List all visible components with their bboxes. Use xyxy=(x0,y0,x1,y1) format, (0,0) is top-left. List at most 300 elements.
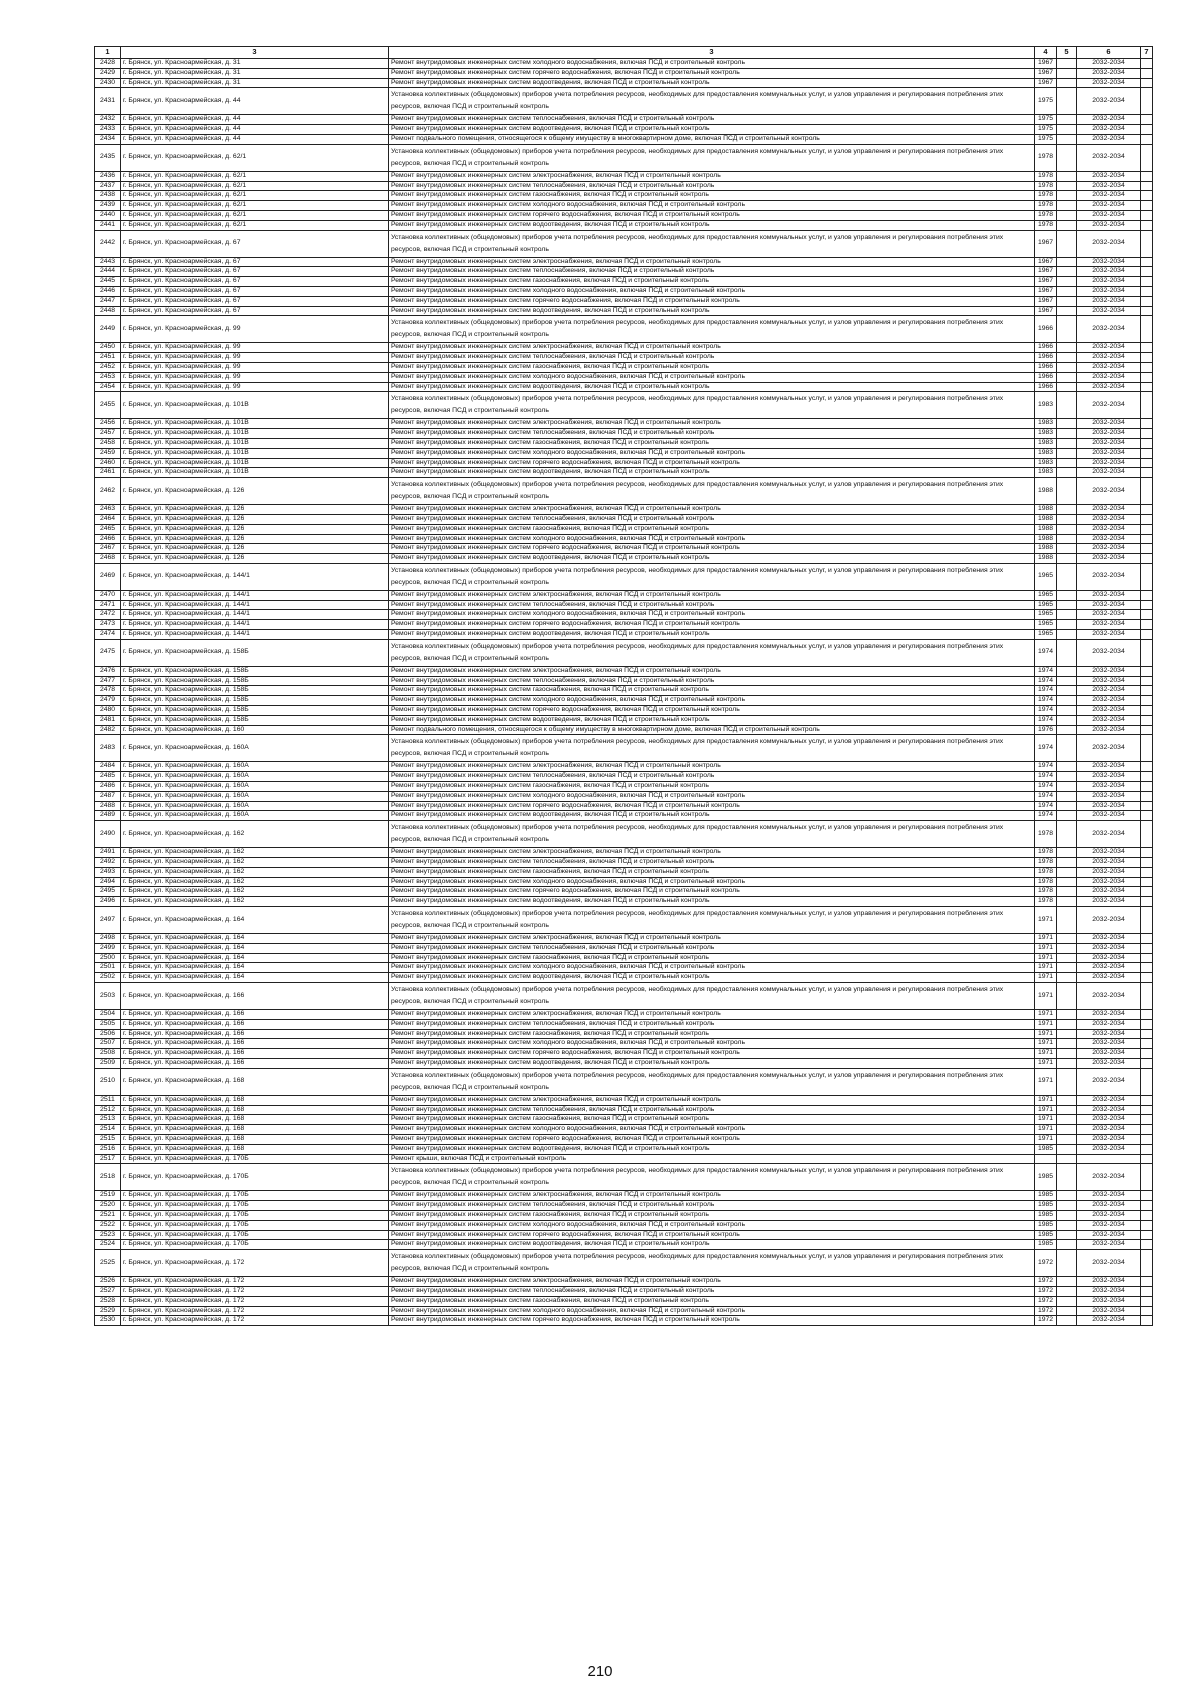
row-address: г. Брянск, ул. Красноармейская, д. 31 xyxy=(121,68,389,78)
row-year: 1983 xyxy=(1035,458,1057,468)
header-col-7: 7 xyxy=(1141,47,1153,59)
row-col-5 xyxy=(1057,897,1077,907)
row-year: 1983 xyxy=(1035,429,1057,439)
row-col-7 xyxy=(1141,134,1153,144)
row-address: г. Брянск, ул. Красноармейская, д. 101В xyxy=(121,429,389,439)
table-row xyxy=(95,1286,1153,1296)
row-work-description: Ремонт внутридомовых инженерных систем электроснабжения, включая ПСД и строительный контроль xyxy=(389,1191,1035,1201)
row-address: г. Брянск, ул. Красноармейская, д. 164 xyxy=(121,934,389,944)
row-col-7 xyxy=(1141,448,1153,458)
row-work-description: Ремонт внутридомовых инженерных систем водоотведения, включая ПСД и строительный контроль xyxy=(389,715,1035,725)
row-period: 2032-2034 xyxy=(1077,1164,1141,1191)
row-work-description: Ремонт внутридомовых инженерных систем теплоснабжения, включая ПСД и строительный контроль xyxy=(389,600,1035,610)
row-number: 2449 xyxy=(95,316,121,343)
row-period: 2032-2034 xyxy=(1077,897,1141,907)
table-row xyxy=(95,772,1153,782)
row-period: 2032-2034 xyxy=(1077,1068,1141,1095)
row-col-7 xyxy=(1141,267,1153,277)
row-col-5 xyxy=(1057,782,1077,792)
row-col-7 xyxy=(1141,382,1153,392)
row-address: г. Брянск, ул. Красноармейская, д. 168 xyxy=(121,1144,389,1154)
row-address: г. Брянск, ул. Красноармейская, д. 160А xyxy=(121,811,389,821)
row-year: 1985 xyxy=(1035,1230,1057,1240)
row-number: 2493 xyxy=(95,867,121,877)
row-year: 1967 xyxy=(1035,68,1057,78)
row-work-description: Установка коллективных (общедомовых) приборов учета потребления ресурсов, необходимых для предоставления коммунальных услуг, и узлов управления и регулирования потребления этих ресурсов, включая ПСД и строительный контроль xyxy=(389,392,1035,419)
row-col-5 xyxy=(1057,372,1077,382)
repair-program-table xyxy=(94,46,1153,1326)
table-row xyxy=(95,953,1153,963)
row-col-7 xyxy=(1141,983,1153,1010)
row-col-5 xyxy=(1057,286,1077,296)
row-col-7 xyxy=(1141,811,1153,821)
row-col-5 xyxy=(1057,534,1077,544)
row-work-description: Ремонт внутридомовых инженерных систем горячего водоснабжения, включая ПСД и строительный контроль xyxy=(389,1316,1035,1326)
table-row xyxy=(95,1210,1153,1220)
row-number: 2522 xyxy=(95,1220,121,1230)
row-period: 2032-2034 xyxy=(1077,353,1141,363)
table-row xyxy=(95,1191,1153,1201)
row-col-7 xyxy=(1141,524,1153,534)
row-address: г. Брянск, ул. Красноармейская, д. 158Б xyxy=(121,686,389,696)
row-col-7 xyxy=(1141,877,1153,887)
row-number: 2472 xyxy=(95,610,121,620)
row-work-description: Ремонт внутридомовых инженерных систем горячего водоснабжения, включая ПСД и строительный контроль xyxy=(389,544,1035,554)
row-col-7 xyxy=(1141,887,1153,897)
row-number: 2511 xyxy=(95,1095,121,1105)
header-col-6: 6 xyxy=(1077,47,1141,59)
row-address: г. Брянск, ул. Красноармейская, д. 67 xyxy=(121,286,389,296)
row-col-5 xyxy=(1057,772,1077,782)
table-row xyxy=(95,1039,1153,1049)
row-period: 2032-2034 xyxy=(1077,372,1141,382)
row-year: 1983 xyxy=(1035,468,1057,478)
row-year: 1988 xyxy=(1035,554,1057,564)
row-address: г. Брянск, ул. Красноармейская, д. 158Б xyxy=(121,676,389,686)
row-work-description: Ремонт внутридомовых инженерных систем горячего водоснабжения, включая ПСД и строительный контроль xyxy=(389,1134,1035,1144)
row-col-5 xyxy=(1057,1049,1077,1059)
table-row xyxy=(95,1154,1153,1164)
row-number: 2529 xyxy=(95,1306,121,1316)
row-year: 1983 xyxy=(1035,438,1057,448)
row-period: 2032-2034 xyxy=(1077,1296,1141,1306)
row-period: 2032-2034 xyxy=(1077,419,1141,429)
table-row xyxy=(95,438,1153,448)
row-address: г. Брянск, ул. Красноармейская, д. 166 xyxy=(121,983,389,1010)
row-col-7 xyxy=(1141,696,1153,706)
row-col-7 xyxy=(1141,296,1153,306)
table-row xyxy=(95,630,1153,640)
row-period: 2032-2034 xyxy=(1077,811,1141,821)
row-col-7 xyxy=(1141,544,1153,554)
row-col-5 xyxy=(1057,115,1077,125)
row-address: г. Брянск, ул. Красноармейская, д. 162 xyxy=(121,897,389,907)
row-work-description: Ремонт внутридомовых инженерных систем водоотведения, включая ПСД и строительный контроль xyxy=(389,125,1035,135)
row-work-description: Установка коллективных (общедомовых) приборов учета потребления ресурсов, необходимых для предоставления коммунальных услуг, и узлов управления и регулирования потребления этих ресурсов, включая ПСД и строительный контроль xyxy=(389,144,1035,171)
row-number: 2485 xyxy=(95,772,121,782)
row-number: 2482 xyxy=(95,725,121,735)
row-number: 2438 xyxy=(95,191,121,201)
row-period: 2032-2034 xyxy=(1077,382,1141,392)
row-year: 1976 xyxy=(1035,725,1057,735)
row-col-5 xyxy=(1057,343,1077,353)
row-col-7 xyxy=(1141,277,1153,287)
table-row xyxy=(95,1201,1153,1211)
row-year: 1971 xyxy=(1035,1125,1057,1135)
row-address: г. Брянск, ул. Красноармейская, д. 62/1 xyxy=(121,181,389,191)
row-period: 2032-2034 xyxy=(1077,877,1141,887)
row-year xyxy=(1035,1154,1057,1164)
table-row xyxy=(95,372,1153,382)
row-col-7 xyxy=(1141,554,1153,564)
row-period: 2032-2034 xyxy=(1077,134,1141,144)
row-col-5 xyxy=(1057,907,1077,934)
row-col-7 xyxy=(1141,171,1153,181)
row-number: 2444 xyxy=(95,267,121,277)
row-col-7 xyxy=(1141,1210,1153,1220)
row-col-7 xyxy=(1141,867,1153,877)
row-work-description: Ремонт внутридомовых инженерных систем электроснабжения, включая ПСД и строительный контроль xyxy=(389,762,1035,772)
row-col-5 xyxy=(1057,78,1077,88)
row-address: г. Брянск, ул. Красноармейская, д. 144/1 xyxy=(121,620,389,630)
row-work-description: Установка коллективных (общедомовых) приборов учета потребления ресурсов, необходимых для предоставления коммунальных услуг, и узлов управления и регулирования потребления этих ресурсов, включая ПСД и строительный контроль xyxy=(389,821,1035,848)
row-col-7 xyxy=(1141,735,1153,762)
row-work-description: Ремонт внутридомовых инженерных систем газоснабжения, включая ПСД и строительный контроль xyxy=(389,524,1035,534)
row-period: 2032-2034 xyxy=(1077,858,1141,868)
table-row xyxy=(95,429,1153,439)
table-row xyxy=(95,316,1153,343)
row-address: г. Брянск, ул. Красноармейская, д. 99 xyxy=(121,343,389,353)
row-year: 1988 xyxy=(1035,478,1057,505)
row-number: 2441 xyxy=(95,220,121,230)
row-col-7 xyxy=(1141,191,1153,201)
row-address: г. Брянск, ул. Красноармейская, д. 31 xyxy=(121,78,389,88)
row-period: 2032-2034 xyxy=(1077,666,1141,676)
row-year: 1971 xyxy=(1035,963,1057,973)
row-col-5 xyxy=(1057,600,1077,610)
row-col-5 xyxy=(1057,1277,1077,1287)
header-col-5: 5 xyxy=(1057,47,1077,59)
row-period: 2032-2034 xyxy=(1077,735,1141,762)
row-col-7 xyxy=(1141,1134,1153,1144)
row-address: г. Брянск, ул. Красноармейская, д. 144/1 xyxy=(121,600,389,610)
row-col-5 xyxy=(1057,306,1077,316)
row-col-5 xyxy=(1057,1144,1077,1154)
header-col-2: 3 xyxy=(121,47,389,59)
row-year: 1967 xyxy=(1035,59,1057,69)
row-col-7 xyxy=(1141,897,1153,907)
row-number: 2464 xyxy=(95,514,121,524)
row-address: г. Брянск, ул. Красноармейская, д. 166 xyxy=(121,1010,389,1020)
row-period: 2032-2034 xyxy=(1077,362,1141,372)
row-col-5 xyxy=(1057,554,1077,564)
row-period: 2032-2034 xyxy=(1077,524,1141,534)
row-number: 2486 xyxy=(95,782,121,792)
row-work-description: Ремонт внутридомовых инженерных систем водоотведения, включая ПСД и строительный контроль xyxy=(389,78,1035,88)
table-row xyxy=(95,306,1153,316)
row-period: 2032-2034 xyxy=(1077,230,1141,257)
table-row xyxy=(95,144,1153,171)
table-row xyxy=(95,821,1153,848)
row-number: 2474 xyxy=(95,630,121,640)
row-year: 1967 xyxy=(1035,296,1057,306)
table-body xyxy=(95,59,1153,1326)
row-year: 1978 xyxy=(1035,171,1057,181)
row-number: 2439 xyxy=(95,201,121,211)
row-col-5 xyxy=(1057,590,1077,600)
row-period: 2032-2034 xyxy=(1077,590,1141,600)
row-work-description: Установка коллективных (общедомовых) приборов учета потребления ресурсов, необходимых для предоставления коммунальных услуг, и узлов управления и регулирования потребления этих ресурсов, включая ПСД и строительный контроль xyxy=(389,639,1035,666)
row-address: г. Брянск, ул. Красноармейская, д. 168 xyxy=(121,1095,389,1105)
row-col-5 xyxy=(1057,715,1077,725)
row-col-5 xyxy=(1057,544,1077,554)
row-address: г. Брянск, ул. Красноармейская, д. 164 xyxy=(121,963,389,973)
table-row xyxy=(95,257,1153,267)
row-period: 2032-2034 xyxy=(1077,144,1141,171)
row-col-7 xyxy=(1141,88,1153,115)
row-period: 2032-2034 xyxy=(1077,429,1141,439)
row-work-description: Ремонт внутридомовых инженерных систем водоотведения, включая ПСД и строительный контроль xyxy=(389,468,1035,478)
row-col-7 xyxy=(1141,1105,1153,1115)
table-row xyxy=(95,706,1153,716)
row-col-5 xyxy=(1057,801,1077,811)
table-row xyxy=(95,686,1153,696)
row-year: 1985 xyxy=(1035,1144,1057,1154)
row-work-description: Ремонт внутридомовых инженерных систем теплоснабжения, включая ПСД и строительный контроль xyxy=(389,943,1035,953)
row-col-5 xyxy=(1057,134,1077,144)
row-col-7 xyxy=(1141,257,1153,267)
table-row xyxy=(95,220,1153,230)
row-period: 2032-2034 xyxy=(1077,696,1141,706)
row-address: г. Брянск, ул. Красноармейская, д. 168 xyxy=(121,1068,389,1095)
row-period: 2032-2034 xyxy=(1077,468,1141,478)
table-row xyxy=(95,353,1153,363)
row-address: г. Брянск, ул. Красноармейская, д. 162 xyxy=(121,858,389,868)
row-address: г. Брянск, ул. Красноармейская, д. 144/1 xyxy=(121,630,389,640)
table-row xyxy=(95,1115,1153,1125)
table-row xyxy=(95,801,1153,811)
row-address: г. Брянск, ул. Красноармейская, д. 166 xyxy=(121,1039,389,1049)
row-address: г. Брянск, ул. Красноармейская, д. 162 xyxy=(121,821,389,848)
row-col-5 xyxy=(1057,848,1077,858)
row-col-7 xyxy=(1141,362,1153,372)
row-work-description: Ремонт внутридомовых инженерных систем водоотведения, включая ПСД и строительный контроль xyxy=(389,1058,1035,1068)
row-col-5 xyxy=(1057,1286,1077,1296)
table-row xyxy=(95,1316,1153,1326)
table-row xyxy=(95,419,1153,429)
row-col-5 xyxy=(1057,887,1077,897)
row-work-description: Ремонт внутридомовых инженерных систем газоснабжения, включая ПСД и строительный контроль xyxy=(389,1029,1035,1039)
table-row xyxy=(95,59,1153,69)
row-col-5 xyxy=(1057,563,1077,590)
row-col-5 xyxy=(1057,666,1077,676)
row-col-5 xyxy=(1057,171,1077,181)
row-work-description: Ремонт внутридомовых инженерных систем водоотведения, включая ПСД и строительный контроль xyxy=(389,220,1035,230)
row-number: 2514 xyxy=(95,1125,121,1135)
row-work-description: Ремонт внутридомовых инженерных систем водоотведения, включая ПСД и строительный контроль xyxy=(389,382,1035,392)
row-col-5 xyxy=(1057,821,1077,848)
row-address: г. Брянск, ул. Красноармейская, д. 144/1 xyxy=(121,610,389,620)
row-address: г. Брянск, ул. Красноармейская, д. 67 xyxy=(121,306,389,316)
row-period: 2032-2034 xyxy=(1077,296,1141,306)
row-work-description: Ремонт внутридомовых инженерных систем водоотведения, включая ПСД и строительный контроль xyxy=(389,1240,1035,1250)
row-address: г. Брянск, ул. Красноармейская, д. 166 xyxy=(121,1058,389,1068)
row-address: г. Брянск, ул. Красноармейская, д. 126 xyxy=(121,534,389,544)
row-col-5 xyxy=(1057,963,1077,973)
row-col-5 xyxy=(1057,505,1077,515)
row-work-description: Ремонт внутридомовых инженерных систем теплоснабжения, включая ПСД и строительный контроль xyxy=(389,181,1035,191)
row-period: 2032-2034 xyxy=(1077,1105,1141,1115)
row-number: 2463 xyxy=(95,505,121,515)
row-year: 1972 xyxy=(1035,1306,1057,1316)
row-col-5 xyxy=(1057,88,1077,115)
row-period: 2032-2034 xyxy=(1077,343,1141,353)
table-row xyxy=(95,1230,1153,1240)
row-year: 1988 xyxy=(1035,505,1057,515)
row-period: 2032-2034 xyxy=(1077,88,1141,115)
table-row xyxy=(95,125,1153,135)
row-year: 1971 xyxy=(1035,1058,1057,1068)
row-address: г. Брянск, ул. Красноармейская, д. 172 xyxy=(121,1316,389,1326)
row-year: 1988 xyxy=(1035,534,1057,544)
row-period: 2032-2034 xyxy=(1077,181,1141,191)
row-work-description: Ремонт внутридомовых инженерных систем горячего водоснабжения, включая ПСД и строительный контроль xyxy=(389,458,1035,468)
row-year: 1967 xyxy=(1035,277,1057,287)
row-period: 2032-2034 xyxy=(1077,534,1141,544)
row-year: 1978 xyxy=(1035,220,1057,230)
row-year: 1978 xyxy=(1035,191,1057,201)
row-col-5 xyxy=(1057,877,1077,887)
row-col-7 xyxy=(1141,372,1153,382)
row-work-description: Ремонт внутридомовых инженерных систем электроснабжения, включая ПСД и строительный контроль xyxy=(389,505,1035,515)
row-number: 2483 xyxy=(95,735,121,762)
row-number: 2434 xyxy=(95,134,121,144)
row-number: 2520 xyxy=(95,1201,121,1211)
row-number: 2528 xyxy=(95,1296,121,1306)
row-col-7 xyxy=(1141,478,1153,505)
row-work-description: Ремонт внутридомовых инженерных систем холодного водоснабжения, включая ПСД и строительный контроль xyxy=(389,791,1035,801)
row-number: 2465 xyxy=(95,524,121,534)
row-number: 2435 xyxy=(95,144,121,171)
row-year: 1967 xyxy=(1035,306,1057,316)
row-work-description: Установка коллективных (общедомовых) приборов учета потребления ресурсов, необходимых для предоставления коммунальных услуг, и узлов управления и регулирования потребления этих ресурсов, включая ПСД и строительный контроль xyxy=(389,907,1035,934)
row-col-7 xyxy=(1141,963,1153,973)
table-row xyxy=(95,1277,1153,1287)
row-address: г. Брянск, ул. Красноармейская, д. 164 xyxy=(121,953,389,963)
row-period: 2032-2034 xyxy=(1077,801,1141,811)
row-work-description: Ремонт внутридомовых инженерных систем теплоснабжения, включая ПСД и строительный контроль xyxy=(389,772,1035,782)
row-col-5 xyxy=(1057,858,1077,868)
row-col-5 xyxy=(1057,696,1077,706)
row-year: 1971 xyxy=(1035,983,1057,1010)
row-work-description: Ремонт внутридомовых инженерных систем теплоснабжения, включая ПСД и строительный контроль xyxy=(389,676,1035,686)
row-period: 2032-2034 xyxy=(1077,544,1141,554)
row-work-description: Ремонт внутридомовых инженерных систем газоснабжения, включая ПСД и строительный контроль xyxy=(389,1210,1035,1220)
table-row xyxy=(95,544,1153,554)
row-col-7 xyxy=(1141,686,1153,696)
row-col-7 xyxy=(1141,1154,1153,1164)
row-period: 2032-2034 xyxy=(1077,458,1141,468)
row-col-5 xyxy=(1057,1230,1077,1240)
row-address: г. Брянск, ул. Красноармейская, д. 126 xyxy=(121,514,389,524)
row-address: г. Брянск, ул. Красноармейская, д. 168 xyxy=(121,1134,389,1144)
table-row xyxy=(95,973,1153,983)
row-col-5 xyxy=(1057,1115,1077,1125)
row-col-7 xyxy=(1141,353,1153,363)
row-work-description: Ремонт внутридомовых инженерных систем водоотведения, включая ПСД и строительный контроль xyxy=(389,630,1035,640)
table-row xyxy=(95,782,1153,792)
row-col-5 xyxy=(1057,610,1077,620)
row-col-7 xyxy=(1141,620,1153,630)
row-col-7 xyxy=(1141,848,1153,858)
row-year: 1967 xyxy=(1035,286,1057,296)
table-row xyxy=(95,181,1153,191)
row-period: 2032-2034 xyxy=(1077,1095,1141,1105)
row-year: 1983 xyxy=(1035,419,1057,429)
row-address: г. Брянск, ул. Красноармейская, д. 158Б xyxy=(121,706,389,716)
row-col-7 xyxy=(1141,1049,1153,1059)
table-row xyxy=(95,1306,1153,1316)
row-work-description: Ремонт внутридомовых инженерных систем горячего водоснабжения, включая ПСД и строительный контроль xyxy=(389,706,1035,716)
row-number: 2445 xyxy=(95,277,121,287)
row-number: 2512 xyxy=(95,1105,121,1115)
row-number: 2476 xyxy=(95,666,121,676)
row-col-5 xyxy=(1057,1316,1077,1326)
row-year: 1974 xyxy=(1035,666,1057,676)
row-col-5 xyxy=(1057,316,1077,343)
row-address: г. Брянск, ул. Красноармейская, д. 160А xyxy=(121,791,389,801)
row-year: 1966 xyxy=(1035,343,1057,353)
row-address: г. Брянск, ул. Красноармейская, д. 172 xyxy=(121,1286,389,1296)
row-work-description: Ремонт внутридомовых инженерных систем холодного водоснабжения, включая ПСД и строительный контроль xyxy=(389,286,1035,296)
row-work-description: Ремонт внутридомовых инженерных систем водоотведения, включая ПСД и строительный контроль xyxy=(389,973,1035,983)
row-year: 1971 xyxy=(1035,943,1057,953)
row-col-5 xyxy=(1057,524,1077,534)
table-row xyxy=(95,811,1153,821)
row-col-7 xyxy=(1141,1286,1153,1296)
row-year: 1971 xyxy=(1035,1029,1057,1039)
row-col-7 xyxy=(1141,230,1153,257)
row-number: 2495 xyxy=(95,887,121,897)
row-number: 2513 xyxy=(95,1115,121,1125)
row-col-5 xyxy=(1057,277,1077,287)
row-number: 2500 xyxy=(95,953,121,963)
row-period: 2032-2034 xyxy=(1077,1029,1141,1039)
row-work-description: Ремонт внутридомовых инженерных систем водоотведения, включая ПСД и строительный контроль xyxy=(389,811,1035,821)
row-address: г. Брянск, ул. Красноармейская, д. 162 xyxy=(121,867,389,877)
row-period: 2032-2034 xyxy=(1077,1058,1141,1068)
row-period: 2032-2034 xyxy=(1077,286,1141,296)
row-work-description: Ремонт внутридомовых инженерных систем электроснабжения, включая ПСД и строительный контроль xyxy=(389,934,1035,944)
row-year: 1966 xyxy=(1035,353,1057,363)
row-col-5 xyxy=(1057,1240,1077,1250)
table-row xyxy=(95,877,1153,887)
row-year: 1972 xyxy=(1035,1316,1057,1326)
row-period: 2032-2034 xyxy=(1077,267,1141,277)
row-number: 2525 xyxy=(95,1250,121,1277)
row-year: 1983 xyxy=(1035,448,1057,458)
header-row xyxy=(95,47,1153,59)
row-number: 2505 xyxy=(95,1019,121,1029)
row-period: 2032-2034 xyxy=(1077,953,1141,963)
row-number: 2433 xyxy=(95,125,121,135)
row-year: 1974 xyxy=(1035,696,1057,706)
row-col-7 xyxy=(1141,801,1153,811)
row-col-5 xyxy=(1057,1010,1077,1020)
row-number: 2458 xyxy=(95,438,121,448)
table-row xyxy=(95,362,1153,372)
table-row xyxy=(95,296,1153,306)
